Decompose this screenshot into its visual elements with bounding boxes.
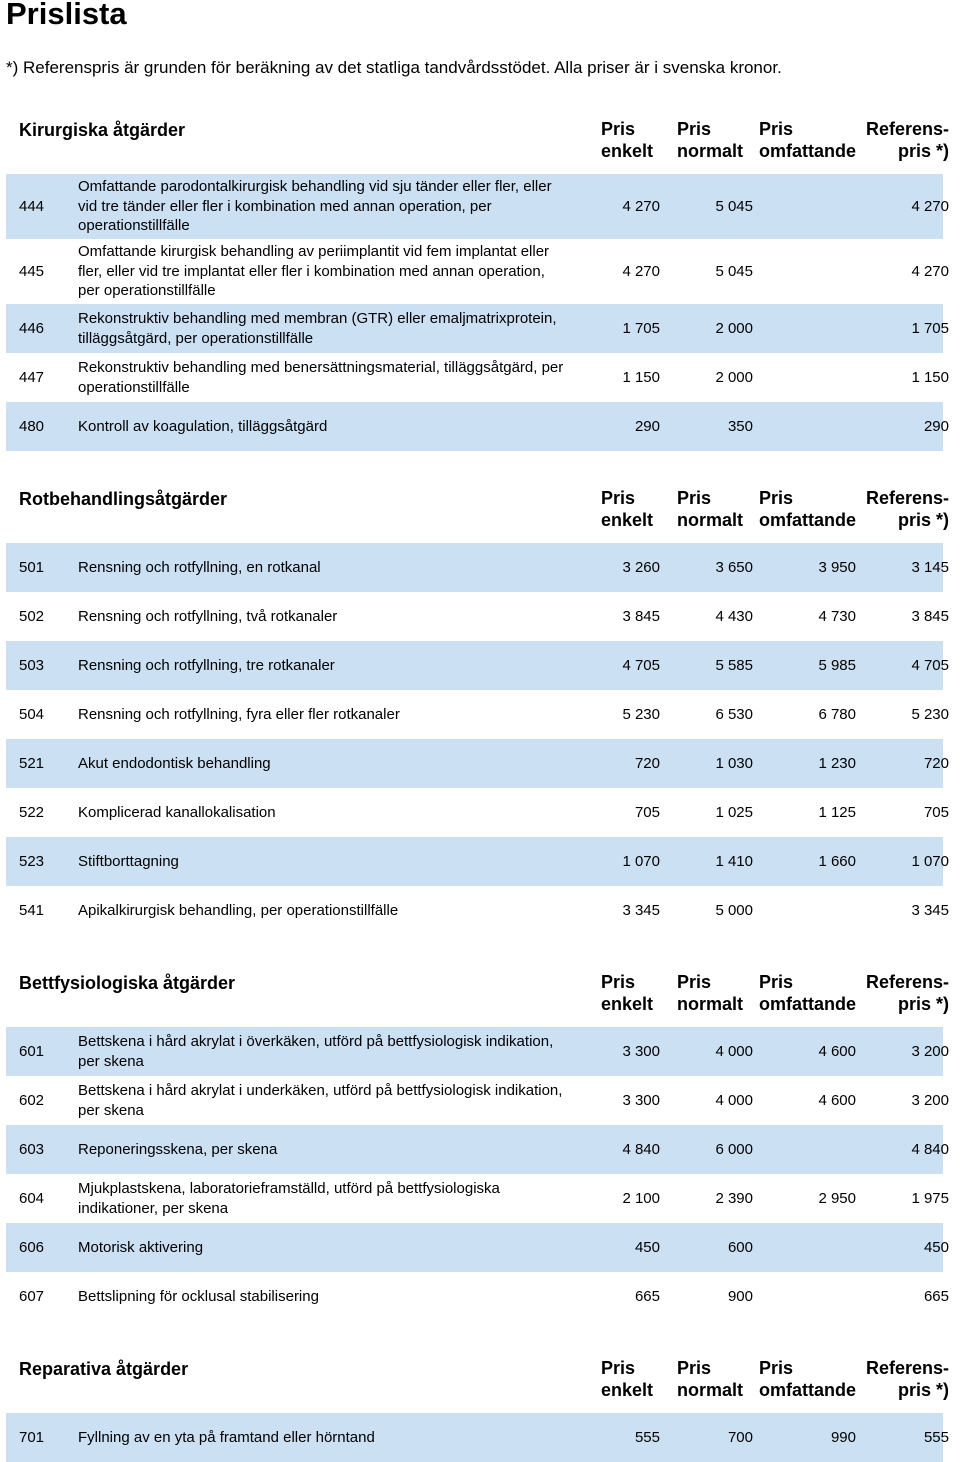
section-header bbox=[0, 1357, 960, 1413]
table-row bbox=[6, 543, 949, 592]
table-row bbox=[6, 886, 949, 935]
price-enkelt: 4 840 bbox=[622, 1140, 660, 1158]
column-header-pris_normalt: Pris normalt bbox=[677, 488, 744, 530]
price-referens: 1 975 bbox=[911, 1189, 949, 1207]
price-section bbox=[0, 971, 960, 1321]
price-referens: 4 840 bbox=[911, 1140, 949, 1158]
price-normalt: 4 430 bbox=[715, 607, 753, 625]
price-enkelt: 4 270 bbox=[622, 262, 660, 280]
price-omfattande: 2 950 bbox=[818, 1189, 856, 1207]
row-code: 522 bbox=[19, 803, 45, 821]
table-row bbox=[6, 1125, 949, 1174]
row-code: 607 bbox=[19, 1287, 45, 1305]
price-referens: 1 070 bbox=[911, 852, 949, 870]
row-code: 444 bbox=[19, 197, 45, 215]
price-referens: 705 bbox=[923, 803, 949, 821]
price-section bbox=[0, 487, 960, 935]
price-normalt: 600 bbox=[727, 1238, 753, 1256]
table-row bbox=[6, 690, 949, 739]
row-description: Rensning och rotfyllning, fyra eller fler rotkanaler bbox=[78, 705, 400, 723]
table-row bbox=[6, 592, 949, 641]
table-row bbox=[6, 1027, 949, 1076]
section-title: Reparativa åtgärder bbox=[19, 1359, 189, 1379]
row-description: Bettskena i hård akrylat i underkäken, utförd på bettfysiologisk indikation, per skena bbox=[78, 1082, 563, 1119]
price-normalt: 1 030 bbox=[715, 754, 753, 772]
row-code: 445 bbox=[19, 262, 45, 280]
price-omfattande: 4 600 bbox=[818, 1091, 856, 1109]
price-enkelt: 290 bbox=[634, 417, 660, 435]
price-omfattande: 6 780 bbox=[818, 705, 856, 723]
price-enkelt: 3 345 bbox=[622, 901, 660, 919]
column-header-referenspris: Referens- pris *) bbox=[865, 119, 949, 161]
row-description: Fyllning av en yta på framtand eller hörntand bbox=[78, 1428, 375, 1446]
price-referens: 290 bbox=[923, 417, 949, 435]
row-description: Akut endodontisk behandling bbox=[78, 754, 271, 772]
row-description: Omfattande kirurgisk behandling av periimplantit vid fem implantat eller fler, eller vid tre implantat eller fler i kombination med annan operation, per operationstillfälle bbox=[78, 243, 550, 300]
column-header-pris_omfattande: Pris omfattande bbox=[759, 488, 857, 530]
table-row bbox=[6, 837, 949, 886]
row-code: 701 bbox=[19, 1428, 45, 1446]
price-enkelt: 5 230 bbox=[622, 705, 660, 723]
row-code: 604 bbox=[19, 1189, 45, 1207]
price-referens: 720 bbox=[923, 754, 949, 772]
row-description: Motorisk aktivering bbox=[78, 1238, 204, 1256]
page-title: Prislista bbox=[6, 0, 127, 31]
table-row bbox=[6, 239, 949, 304]
row-description: Komplicerad kanallokalisation bbox=[78, 803, 276, 821]
price-enkelt: 1 150 bbox=[622, 368, 660, 386]
table-row bbox=[6, 1076, 949, 1125]
row-code: 501 bbox=[19, 558, 45, 576]
section-header bbox=[0, 487, 960, 543]
footnote: *) Referenspris är grunden för beräkning av det statliga tandvårdsstödet. Alla priser är i svenska kronor. bbox=[6, 58, 782, 77]
table-row bbox=[6, 402, 949, 451]
price-enkelt: 3 845 bbox=[622, 607, 660, 625]
table-row bbox=[6, 1223, 949, 1272]
row-code: 603 bbox=[19, 1140, 45, 1158]
price-enkelt: 4 705 bbox=[622, 656, 660, 674]
row-description: Rensning och rotfyllning, en rotkanal bbox=[78, 558, 321, 576]
row-code: 521 bbox=[19, 754, 45, 772]
price-referens: 1 705 bbox=[911, 319, 949, 337]
table-row bbox=[6, 739, 949, 788]
row-description: Bettskena i hård akrylat i överkäken, utförd på bettfysiologisk indikation, per skena bbox=[78, 1033, 554, 1070]
price-omfattande: 1 125 bbox=[818, 803, 856, 821]
price-normalt: 5 045 bbox=[715, 197, 753, 215]
row-code: 480 bbox=[19, 417, 45, 435]
price-omfattande: 1 660 bbox=[818, 852, 856, 870]
price-normalt: 900 bbox=[727, 1287, 753, 1305]
column-header-pris_normalt: Pris normalt bbox=[677, 1358, 744, 1400]
column-header-pris_normalt: Pris normalt bbox=[677, 119, 744, 161]
table-row bbox=[6, 641, 949, 690]
section-title: Rotbehandlingsåtgärder bbox=[19, 489, 228, 509]
price-referens: 555 bbox=[923, 1428, 949, 1446]
price-referens: 4 270 bbox=[911, 197, 949, 215]
price-normalt: 1 410 bbox=[715, 852, 753, 870]
price-normalt: 4 000 bbox=[715, 1042, 753, 1060]
price-normalt: 2 000 bbox=[715, 319, 753, 337]
price-enkelt: 555 bbox=[634, 1428, 660, 1446]
price-normalt: 1 025 bbox=[715, 803, 753, 821]
row-code: 541 bbox=[19, 901, 45, 919]
price-section bbox=[0, 1357, 960, 1462]
row-description: Rensning och rotfyllning, tre rotkanaler bbox=[78, 656, 335, 674]
row-code: 523 bbox=[19, 852, 45, 870]
row-code: 502 bbox=[19, 607, 45, 625]
row-code: 602 bbox=[19, 1091, 45, 1109]
price-referens: 4 270 bbox=[911, 262, 949, 280]
column-header-pris_normalt: Pris normalt bbox=[677, 972, 744, 1014]
column-header-referenspris: Referens- pris *) bbox=[865, 488, 949, 530]
price-enkelt: 2 100 bbox=[622, 1189, 660, 1207]
section-title: Kirurgiska åtgärder bbox=[19, 120, 186, 140]
row-description: Rekonstruktiv behandling med benersättningsmaterial, tilläggsåtgärd, per operationstillfälle bbox=[78, 359, 564, 396]
price-omfattande: 5 985 bbox=[818, 656, 856, 674]
table-row bbox=[6, 174, 949, 239]
row-description: Bettslipning för ocklusal stabilisering bbox=[78, 1287, 319, 1305]
table-row bbox=[6, 304, 949, 353]
row-description: Mjukplastskena, laboratorieframställd, utförd på bettfysiologiska indikationer, per skena bbox=[78, 1180, 500, 1217]
table-row bbox=[6, 1174, 949, 1223]
price-enkelt: 3 300 bbox=[622, 1042, 660, 1060]
price-referens: 5 230 bbox=[911, 705, 949, 723]
row-code: 601 bbox=[19, 1042, 45, 1060]
price-normalt: 6 000 bbox=[715, 1140, 753, 1158]
table-row bbox=[6, 1413, 949, 1462]
price-enkelt: 3 300 bbox=[622, 1091, 660, 1109]
row-code: 447 bbox=[19, 368, 45, 386]
row-code: 606 bbox=[19, 1238, 45, 1256]
row-code: 503 bbox=[19, 656, 45, 674]
price-referens: 3 145 bbox=[911, 558, 949, 576]
row-description: Rekonstruktiv behandling med membran (GTR) eller emaljmatrixprotein, tilläggsåtgärd, per operationstillfälle bbox=[78, 310, 557, 347]
price-referens: 3 845 bbox=[911, 607, 949, 625]
price-omfattande: 1 230 bbox=[818, 754, 856, 772]
price-normalt: 6 530 bbox=[715, 705, 753, 723]
price-referens: 3 200 bbox=[911, 1042, 949, 1060]
price-normalt: 5 000 bbox=[715, 901, 753, 919]
section-header bbox=[0, 971, 960, 1027]
price-enkelt: 3 260 bbox=[622, 558, 660, 576]
section-title: Bettfysiologiska åtgärder bbox=[19, 973, 236, 993]
price-normalt: 5 585 bbox=[715, 656, 753, 674]
table-row bbox=[6, 353, 949, 402]
price-enkelt: 720 bbox=[634, 754, 660, 772]
table-row bbox=[6, 788, 949, 837]
column-header-pris_enkelt: Pris enkelt bbox=[601, 119, 654, 161]
price-normalt: 700 bbox=[727, 1428, 753, 1446]
price-referens: 665 bbox=[923, 1287, 949, 1305]
price-referens: 4 705 bbox=[911, 656, 949, 674]
column-header-pris_omfattande: Pris omfattande bbox=[759, 972, 857, 1014]
price-omfattande: 4 730 bbox=[818, 607, 856, 625]
row-code: 446 bbox=[19, 319, 45, 337]
price-referens: 1 150 bbox=[911, 368, 949, 386]
column-header-pris_enkelt: Pris enkelt bbox=[601, 1358, 654, 1400]
row-description: Rensning och rotfyllning, två rotkanaler bbox=[78, 607, 338, 625]
price-normalt: 5 045 bbox=[715, 262, 753, 280]
price-omfattande: 4 600 bbox=[818, 1042, 856, 1060]
column-header-pris_omfattande: Pris omfattande bbox=[759, 1358, 857, 1400]
row-description: Apikalkirurgisk behandling, per operationstillfälle bbox=[78, 901, 399, 919]
price-enkelt: 4 270 bbox=[622, 197, 660, 215]
price-enkelt: 705 bbox=[634, 803, 660, 821]
price-enkelt: 450 bbox=[634, 1238, 660, 1256]
row-code: 504 bbox=[19, 705, 45, 723]
price-referens: 3 345 bbox=[911, 901, 949, 919]
column-header-pris_enkelt: Pris enkelt bbox=[601, 972, 654, 1014]
column-header-pris_enkelt: Pris enkelt bbox=[601, 488, 654, 530]
column-header-referenspris: Referens- pris *) bbox=[865, 1358, 949, 1400]
row-description: Kontroll av koagulation, tilläggsåtgärd bbox=[78, 417, 328, 435]
row-description: Reponeringsskena, per skena bbox=[78, 1140, 278, 1158]
column-header-referenspris: Referens- pris *) bbox=[865, 972, 949, 1014]
price-referens: 450 bbox=[923, 1238, 949, 1256]
price-enkelt: 1 070 bbox=[622, 852, 660, 870]
price-normalt: 3 650 bbox=[715, 558, 753, 576]
price-normalt: 350 bbox=[727, 417, 753, 435]
price-omfattande: 990 bbox=[830, 1428, 856, 1446]
table-row bbox=[6, 1272, 949, 1321]
price-enkelt: 665 bbox=[634, 1287, 660, 1305]
price-enkelt: 1 705 bbox=[622, 319, 660, 337]
price-referens: 3 200 bbox=[911, 1091, 949, 1109]
row-description: Stiftborttagning bbox=[78, 852, 179, 870]
price-section bbox=[0, 118, 960, 451]
price-normalt: 2 000 bbox=[715, 368, 753, 386]
section-header bbox=[0, 118, 960, 174]
row-description: Omfattande parodontalkirurgisk behandling vid sju tänder eller fler, eller vid tre tänder eller fler i kombination med annan operation, per operationstillfälle bbox=[78, 178, 552, 235]
column-header-pris_omfattande: Pris omfattande bbox=[759, 119, 857, 161]
price-normalt: 4 000 bbox=[715, 1091, 753, 1109]
price-normalt: 2 390 bbox=[715, 1189, 753, 1207]
price-omfattande: 3 950 bbox=[818, 558, 856, 576]
